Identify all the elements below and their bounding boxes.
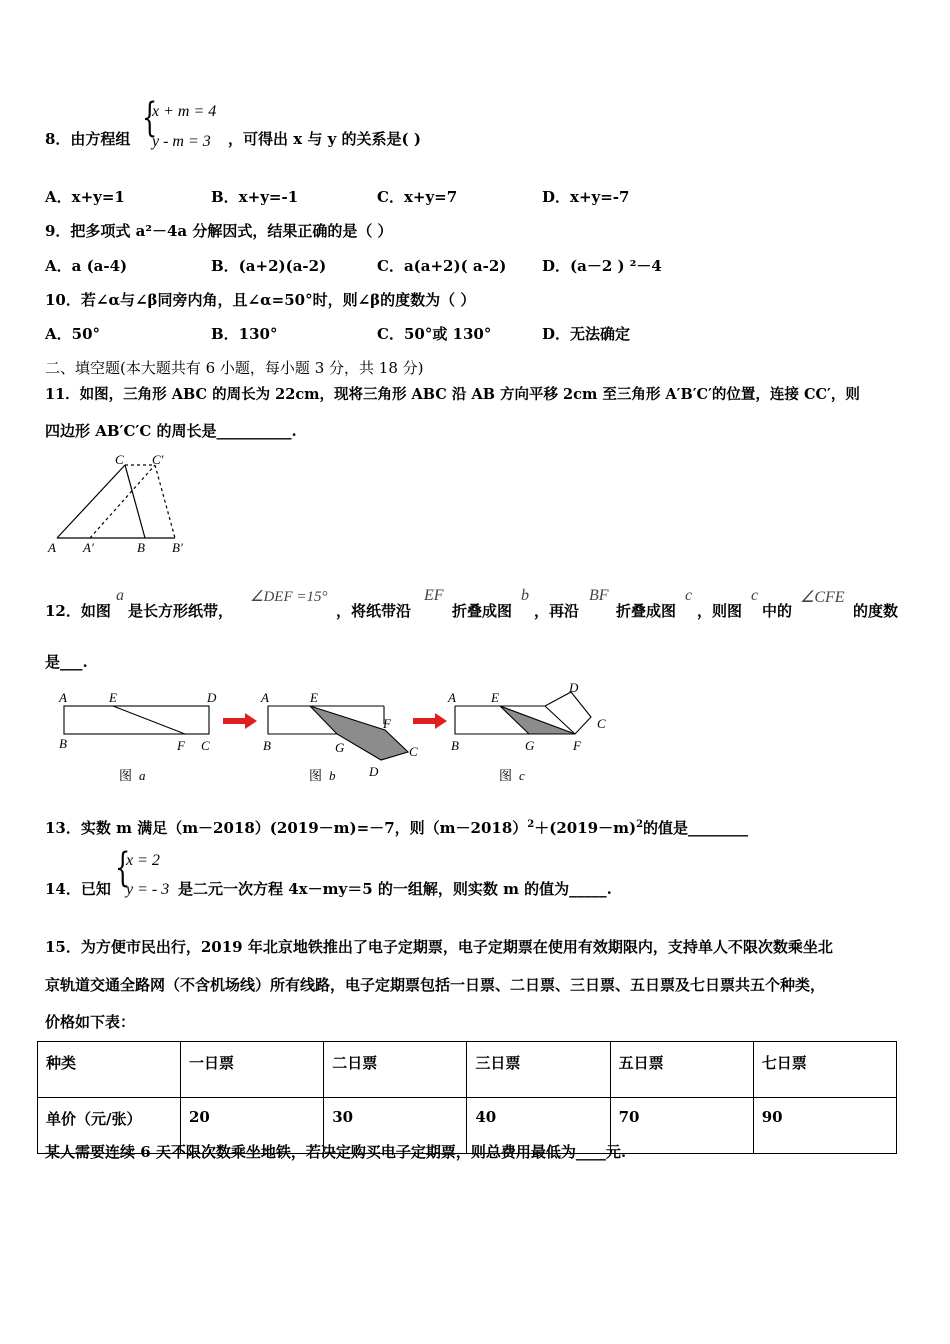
q14-brace: { <box>115 845 131 891</box>
table-cell: 90 <box>753 1098 896 1154</box>
q12-p1: 12．如图 <box>45 602 111 620</box>
q12-fig-c-label-B: B <box>451 738 459 753</box>
q11-line2: 四边形 AB′C′C 的周长是__________. <box>45 422 297 440</box>
q13-sup1: 2 <box>527 819 535 830</box>
q12-fig-a-rect <box>64 706 209 734</box>
q12-fig-b-label-D: D <box>369 764 379 779</box>
q13-part1: 13．实数 m 满足（m－2018）(2019－m)=－7，则（m－2018） <box>45 819 528 837</box>
q14-eq2: y = - 3 <box>126 881 170 898</box>
q12-fig-b-label-C: C <box>409 744 418 759</box>
q12-fig-c-label-G: G <box>525 738 535 753</box>
q12-p2: 是长方形纸带， <box>128 602 234 620</box>
q8-eq1: x + m = 4 <box>152 103 217 120</box>
table-cell: 七日票 <box>753 1042 896 1098</box>
q10-option-b: B．130° <box>211 325 278 343</box>
q12-fig-b-label-B: B <box>263 738 271 753</box>
q8-option-d: D．x+y=-7 <box>542 188 630 206</box>
q12-fig-c-caption: 图 <box>499 769 513 784</box>
q12-fig-c-caption-var: c <box>519 768 525 783</box>
q12-line2: 是___. <box>45 653 88 671</box>
q8-suffix: ，可得出 x 与 y 的关系是( ) <box>228 130 421 148</box>
q8-option-a: A．x+y=1 <box>45 188 125 206</box>
q12-fig-b-label-A: A <box>261 690 269 705</box>
q15-line1: 15．为方便市民出行，2019 年北京地铁推出了电子定期票，电子定期票在使用有效期限内，支持单人不限次数乘坐北 <box>45 938 833 956</box>
q12-fig-c-label-E: E <box>491 690 499 705</box>
q13-part2: ＋(2019－m) <box>534 819 637 837</box>
q12-p5: ，再沿 <box>534 602 580 620</box>
q12-math-c: c <box>685 587 693 604</box>
q10-option-c: C．50°或 130° <box>377 325 492 343</box>
q12-fig-b-caption: 图 <box>309 769 323 784</box>
q12-p6: 折叠成图 <box>616 602 677 620</box>
q10-text: 10．若∠α与∠β同旁内角，且∠α=50°时，则∠β的度数为（ ） <box>45 291 476 309</box>
q8-prefix: 8．由方程组 <box>45 130 131 148</box>
price-table <box>37 1041 897 1154</box>
table-cell: 20 <box>181 1098 324 1154</box>
q15-line2: 京轨道交通全路网（不含机场线）所有线路，电子定期票包括一日票、二日票、三日票、五日票及七日票共五个种类， <box>45 976 826 994</box>
q12-fig-a-label-E: E <box>109 690 117 705</box>
q13-text <box>45 817 748 838</box>
q11-label-b: B <box>137 540 145 555</box>
q8-eq2: y - m = 3 <box>152 133 211 150</box>
q12-p9: 的度数 <box>853 602 899 620</box>
q9-option-b: B．(a+2)(a-2) <box>211 257 327 275</box>
q9-text: 9．把多项式 a²－4a 分解因式，结果正确的是（ ） <box>45 222 393 240</box>
q8-option-c: C．x+y=7 <box>377 188 458 206</box>
q12-fig-c-folded <box>500 706 575 734</box>
q12-math-cfe: ∠CFE <box>800 589 845 606</box>
q11-line-cb <box>125 465 145 538</box>
q11-line-apcp <box>90 465 155 538</box>
table-cell: 二日票 <box>324 1042 467 1098</box>
q14-eq1: x = 2 <box>126 852 160 869</box>
q8-option-b: B．x+y=-1 <box>211 188 299 206</box>
q12-math-b: b <box>521 587 529 604</box>
table-cell: 70 <box>610 1098 753 1154</box>
q12-fig-a-caption-var: a <box>139 768 146 783</box>
q12-fig-c-label-C: C <box>597 716 606 731</box>
q12-p8: 中的 <box>762 602 793 620</box>
q12-fig-c-label-D: D <box>569 680 579 695</box>
table-cell: 五日票 <box>610 1042 753 1098</box>
q14-prefix: 14．已知 <box>45 880 111 898</box>
q11-line1: 11．如图，三角形 ABC 的周长为 22cm，现将三角形 ABC 沿 AB 方向平移 2cm 至三角形 A′B′C′的位置，连接 CC′，则 <box>45 386 860 403</box>
q12-fig-b-folded <box>310 706 408 760</box>
q11-label-ap: A′ <box>83 540 94 555</box>
q10-option-a: A．50° <box>45 325 101 343</box>
q15-line3: 价格如下表： <box>45 1013 136 1031</box>
q12-p4: 折叠成图 <box>452 602 513 620</box>
q9-option-a: A．a (a-4) <box>45 257 128 275</box>
q15-after: 某人需要连续 6 天不限次数乘坐地铁，若决定购买电子定期票，则总费用最低为____元. <box>45 1143 627 1161</box>
table-cell: 40 <box>467 1098 610 1154</box>
q12-math-bf: BF <box>589 587 609 604</box>
q11-line-cpbp <box>155 465 175 538</box>
table-cell: 一日票 <box>181 1042 324 1098</box>
q11-label-a: A <box>48 540 56 555</box>
q12-fig-b-label-E: E <box>310 690 318 705</box>
q11-label-cp: C′ <box>152 452 164 467</box>
table-cell: 单价（元/张） <box>38 1098 181 1154</box>
table-cell: 三日票 <box>467 1042 610 1098</box>
q12-arrow-2 <box>413 713 447 729</box>
q11-figure <box>45 450 205 558</box>
q12-p7: ，则图 <box>697 602 743 620</box>
q12-fig-a-fold-line <box>113 706 185 734</box>
q12-fig-b-label-G: G <box>335 740 345 755</box>
q12-math-angle: ∠DEF =15° <box>250 589 328 605</box>
q11-label-c: C <box>115 452 124 467</box>
q12-figures <box>45 680 635 790</box>
q12-fig-a-label-B: B <box>59 736 67 751</box>
q10-option-d: D．无法确定 <box>542 325 631 343</box>
q12-arrow-1 <box>223 713 257 729</box>
q12-math-a: a <box>116 587 124 604</box>
q12-fig-a-label-F: F <box>177 738 185 753</box>
q13-part3: 的值是________ <box>643 819 749 837</box>
q11-line-ac <box>57 465 125 538</box>
q12-fig-a-label-A: A <box>59 690 67 705</box>
q12-fig-c-label-A: A <box>448 690 456 705</box>
q12-fig-b-caption-var: b <box>329 768 336 783</box>
section-heading: 二、填空题(本大题共有 6 小题，每小题 3 分，共 18 分) <box>45 359 424 377</box>
q12-math-c2: c <box>751 587 759 604</box>
q12-math-ef: EF <box>424 587 444 604</box>
q14-suffix: 是二元一次方程 4x－my＝5 的一组解，则实数 m 的值为_____. <box>178 880 612 898</box>
q12-fig-b-label-F: F <box>383 716 391 731</box>
table-cell: 30 <box>324 1098 467 1154</box>
q12-fig-a-label-D: D <box>207 690 217 705</box>
q9-option-d: D．(a－2 ) ²－4 <box>542 257 662 275</box>
q12-fig-a-caption: 图 <box>119 769 133 784</box>
q12-fig-c-label-F: F <box>573 738 581 753</box>
q13-sup2: 2 <box>636 819 644 830</box>
q8-brace: { <box>142 95 158 141</box>
table-row <box>38 1042 897 1098</box>
q12-fig-a-label-C: C <box>201 738 210 753</box>
table-cell: 种类 <box>38 1042 181 1098</box>
q11-label-bp: B′ <box>172 540 183 555</box>
q12-p3: ，将纸带沿 <box>336 602 412 620</box>
q9-option-c: C．a(a+2)( a-2) <box>377 257 507 275</box>
